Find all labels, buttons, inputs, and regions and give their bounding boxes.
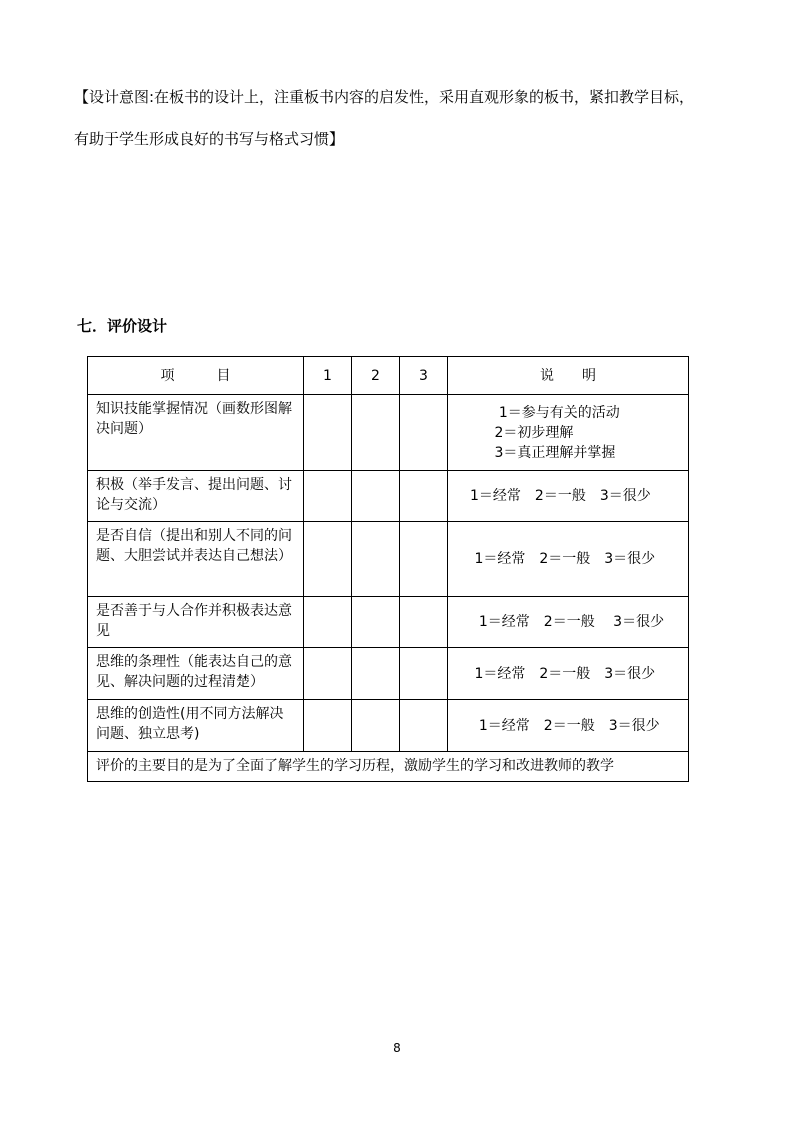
header-score-1: 1 [304,357,352,395]
score-cell [352,522,400,597]
score-cell [304,522,352,597]
description-line: 2＝初步理解 [490,424,574,441]
table-row [88,648,689,700]
table-row [88,522,689,597]
score-cell [352,395,400,471]
description-line: 1＝经常 2＝一般 3＝很少 [470,665,656,682]
design-intent-line-2: 有助于学生形成良好的书写与格式习惯】 [74,130,345,148]
description-line: 1＝经常 2＝一般 3＝很少 [470,614,665,630]
score-cell [400,648,448,700]
table-row [88,700,689,752]
section-title: 七．评价设计 [77,317,168,335]
score-cell [304,648,352,700]
evaluation-table [87,356,689,782]
description-line: 1＝经常 2＝一般 3＝很少 [470,488,651,504]
table-footer-row [88,752,689,782]
score-cell [400,471,448,522]
footer-note: 评价的主要目的是为了全面了解学生的学习历程，激励学生的学习和改进教师的教学 [88,752,689,782]
score-cell [352,471,400,522]
row-description [448,522,689,597]
row-description [448,700,689,752]
table-row [88,395,689,471]
score-cell [352,700,400,752]
row-item: 积极（举手发言、提出问题、讨论与交流） [88,471,304,522]
score-cell [304,471,352,522]
row-item: 是否自信（提出和别人不同的问题、大胆尝试并表达自己想法） [88,522,304,597]
header-note: 说 明 [448,357,689,395]
score-cell [400,597,448,648]
row-item: 思维的条理性（能表达自己的意见、解决问题的过程清楚） [88,648,304,700]
score-cell [352,648,400,700]
score-cell [304,700,352,752]
table-row [88,471,689,522]
row-item: 思维的创造性(用不同方法解决问题、独立思考) [88,700,304,752]
row-description [448,597,689,648]
header-score-3: 3 [400,357,448,395]
design-intent-line-1: 【设计意图:在板书的设计上，注重板书内容的启发性，采用直观形象的板书，紧扣教学目标， [74,88,695,106]
page-number: 8 [393,1041,401,1055]
row-item: 是否善于与人合作并积极表达意见 [88,597,304,648]
row-description [448,648,689,700]
description-line: 1＝参与有关的活动 [490,404,620,421]
description-line: 3＝真正理解并掌握 [490,444,616,461]
description-line: 1＝经常 2＝一般 3＝很少 [470,551,656,567]
header-score-2: 2 [352,357,400,395]
table-header-row [88,357,689,395]
score-cell [304,395,352,471]
row-description [448,471,689,522]
score-cell [352,597,400,648]
score-cell [304,597,352,648]
row-description [448,395,689,471]
row-item: 知识技能掌握情况（画数形图解决问题） [88,395,304,471]
table-row [88,597,689,648]
score-cell [400,522,448,597]
header-item: 项 目 [88,357,304,395]
description-line: 1＝经常 2＝一般 3＝很少 [470,717,660,734]
score-cell [400,700,448,752]
score-cell [400,395,448,471]
